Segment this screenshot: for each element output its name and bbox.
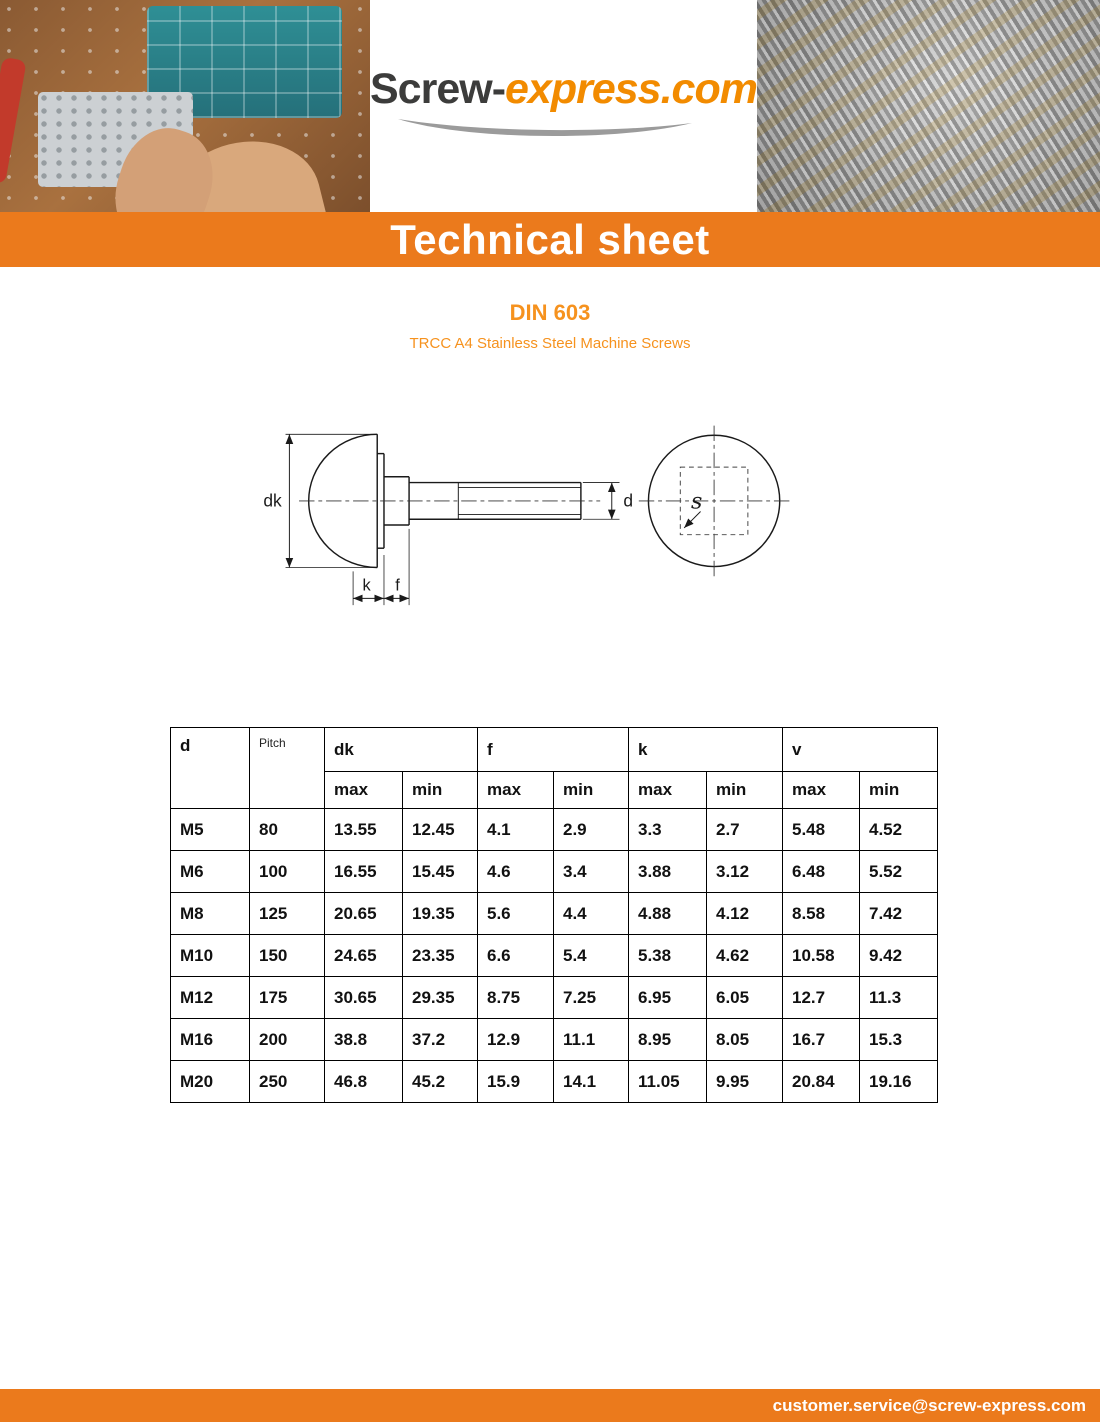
cell-k-min: 8.05 (707, 1019, 783, 1061)
cell-v-min: 5.52 (860, 851, 938, 893)
cell-k-max: 4.88 (629, 893, 707, 935)
label-k: k (362, 576, 371, 595)
cell-v-max: 12.7 (783, 977, 860, 1019)
cell-f-max: 8.75 (478, 977, 554, 1019)
cell-f-min: 3.4 (554, 851, 629, 893)
cell-v-min: 9.42 (860, 935, 938, 977)
col-header-k: k (629, 728, 783, 772)
cell-d: M16 (171, 1019, 250, 1061)
screws-photo (757, 0, 1100, 212)
cell-dk-min: 19.35 (403, 893, 478, 935)
col-header-d: d (171, 728, 250, 809)
cell-f-max: 4.1 (478, 809, 554, 851)
footer-bar (0, 1389, 1100, 1422)
cell-v-min: 4.52 (860, 809, 938, 851)
title-band (0, 212, 1100, 267)
cell-k-max: 11.05 (629, 1061, 707, 1103)
page-title: Technical sheet (390, 215, 710, 263)
cell-d: M5 (171, 809, 250, 851)
cell-v-min: 7.42 (860, 893, 938, 935)
cell-dk-max: 24.65 (325, 935, 403, 977)
cell-dk-min: 12.45 (403, 809, 478, 851)
logo-area (370, 0, 757, 212)
cell-k-max: 5.38 (629, 935, 707, 977)
technical-drawing (260, 415, 840, 642)
subheader-dk-min: min (403, 772, 478, 809)
logo-swoosh (390, 116, 700, 147)
cell-v-max: 5.48 (783, 809, 860, 851)
table-row (171, 809, 938, 851)
col-header-f: f (478, 728, 629, 772)
cell-k-min: 9.95 (707, 1061, 783, 1103)
cell-d: M8 (171, 893, 250, 935)
cell-k-max: 8.95 (629, 1019, 707, 1061)
cell-dk-max: 16.55 (325, 851, 403, 893)
cell-dk-min: 45.2 (403, 1061, 478, 1103)
cell-pitch: 250 (250, 1061, 325, 1103)
col-header-dk: dk (325, 728, 478, 772)
cell-dk-max: 46.8 (325, 1061, 403, 1103)
cell-v-max: 16.7 (783, 1019, 860, 1061)
cell-pitch: 125 (250, 893, 325, 935)
photo-shading (757, 0, 1100, 212)
cell-dk-max: 38.8 (325, 1019, 403, 1061)
logo (370, 65, 757, 114)
cell-k-max: 6.95 (629, 977, 707, 1019)
table-row (171, 935, 938, 977)
cell-f-max: 15.9 (478, 1061, 554, 1103)
cell-dk-max: 30.65 (325, 977, 403, 1019)
logo-suffix: express.com (505, 65, 757, 113)
cell-f-max: 5.6 (478, 893, 554, 935)
bolt-drawing (260, 415, 840, 637)
cell-k-min: 2.7 (707, 809, 783, 851)
cell-dk-min: 15.45 (403, 851, 478, 893)
cell-pitch: 80 (250, 809, 325, 851)
cell-k-max: 3.3 (629, 809, 707, 851)
kf-dimensions (353, 529, 409, 605)
cell-dk-min: 23.35 (403, 935, 478, 977)
cell-f-min: 2.9 (554, 809, 629, 851)
cell-pitch: 100 (250, 851, 325, 893)
cell-f-min: 5.4 (554, 935, 629, 977)
cell-pitch: 150 (250, 935, 325, 977)
cell-k-min: 3.12 (707, 851, 783, 893)
d-dimension (583, 483, 620, 520)
cell-k-max: 3.88 (629, 851, 707, 893)
label-d: d (623, 490, 634, 511)
cell-v-max: 6.48 (783, 851, 860, 893)
cell-k-min: 4.62 (707, 935, 783, 977)
standard-heading: DIN 603 (509, 300, 591, 325)
cell-k-min: 6.05 (707, 977, 783, 1019)
cell-v-max: 10.58 (783, 935, 860, 977)
cell-f-min: 4.4 (554, 893, 629, 935)
swoosh-graphic (390, 116, 700, 142)
footer-email[interactable]: customer.service@screw-express.com (772, 1395, 1086, 1415)
cell-d: M10 (171, 935, 250, 977)
cell-v-min: 19.16 (860, 1061, 938, 1103)
cell-k-min: 4.12 (707, 893, 783, 935)
logo-prefix: Screw- (370, 65, 506, 113)
header (0, 0, 1100, 212)
cell-dk-max: 13.55 (325, 809, 403, 851)
subheader-v-min: min (860, 772, 938, 809)
label-dk: dk (263, 490, 282, 511)
table-row (171, 851, 938, 893)
cell-dk-max: 20.65 (325, 893, 403, 935)
cell-d: M12 (171, 977, 250, 1019)
cell-f-min: 14.1 (554, 1061, 629, 1103)
table-row (171, 977, 938, 1019)
col-header-v: v (783, 728, 938, 772)
subheader-v-max: max (783, 772, 860, 809)
cell-f-min: 7.25 (554, 977, 629, 1019)
cell-f-max: 4.6 (478, 851, 554, 893)
cell-v-max: 20.84 (783, 1061, 860, 1103)
table-row (171, 1061, 938, 1103)
cell-d: M20 (171, 1061, 250, 1103)
subheader-k-min: min (707, 772, 783, 809)
cell-pitch: 175 (250, 977, 325, 1019)
table-row (171, 1019, 938, 1061)
product-description: TRCC A4 Stainless Steel Machine Screws (409, 335, 691, 352)
cell-d: M6 (171, 851, 250, 893)
table-row (171, 893, 938, 935)
cell-f-max: 6.6 (478, 935, 554, 977)
label-s: s (691, 488, 703, 515)
subheader-f-min: min (554, 772, 629, 809)
subheader-f-max: max (478, 772, 554, 809)
dimensions-table (170, 727, 938, 1103)
workbench-photo (0, 0, 370, 212)
cell-f-min: 11.1 (554, 1019, 629, 1061)
cell-v-min: 11.3 (860, 977, 938, 1019)
bolt-top-view (639, 426, 790, 577)
cell-dk-min: 37.2 (403, 1019, 478, 1061)
cell-f-max: 12.9 (478, 1019, 554, 1061)
subheader-dk-max: max (325, 772, 403, 809)
subheader-k-max: max (629, 772, 707, 809)
cell-v-min: 15.3 (860, 1019, 938, 1061)
label-f: f (395, 576, 400, 595)
col-header-pitch: Pitch (250, 728, 325, 809)
cell-pitch: 200 (250, 1019, 325, 1061)
cell-dk-min: 29.35 (403, 977, 478, 1019)
cell-v-max: 8.58 (783, 893, 860, 935)
